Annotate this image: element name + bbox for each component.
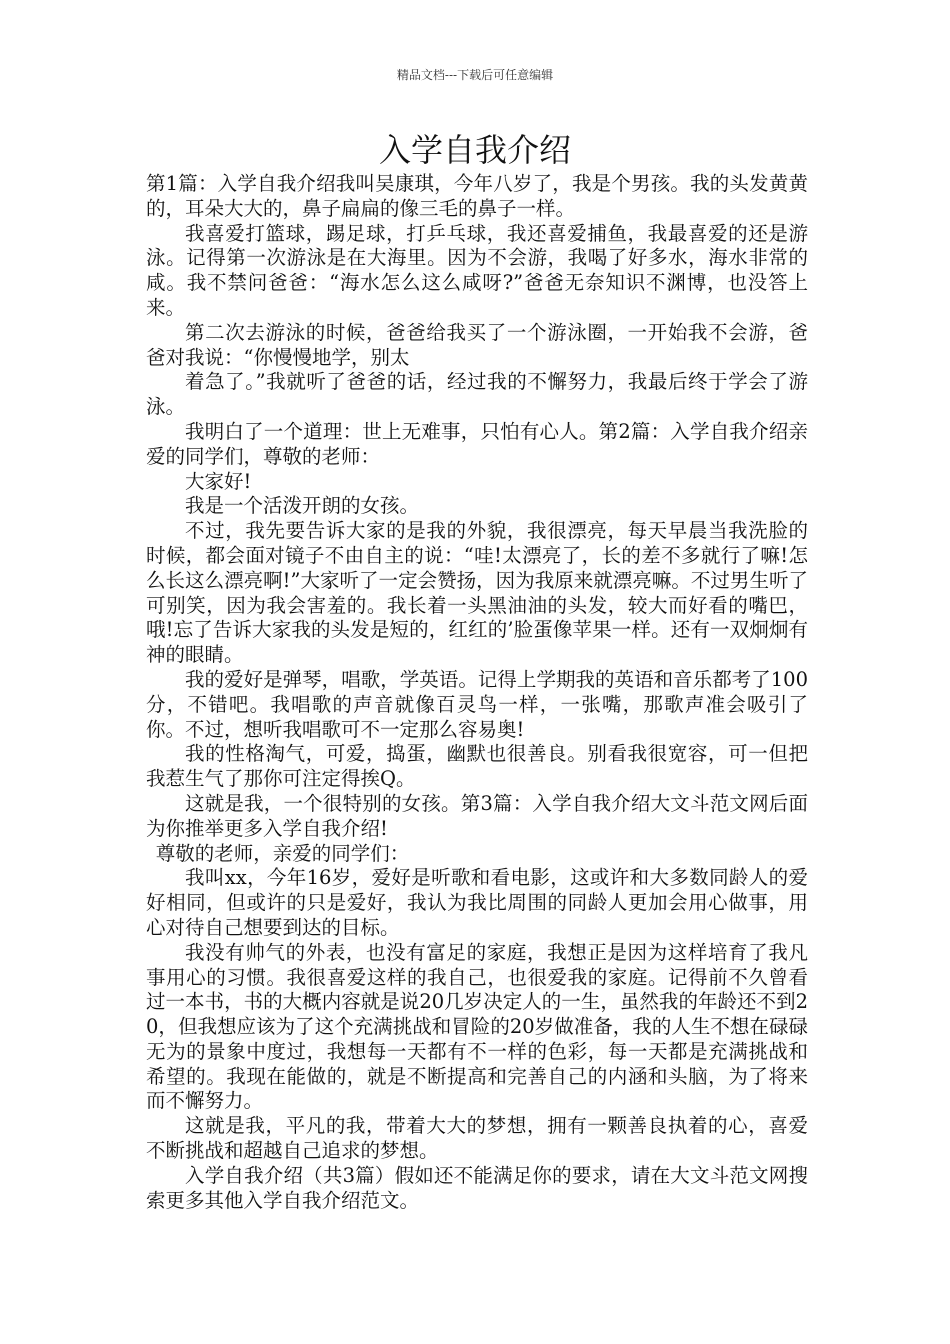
paragraph: 我叫xx，今年16岁，爱好是听歌和看电影，这或许和大多数同龄人的爱好相同，但或许的只是爱好，我认为我比周围的同龄人更加会用心做事，用心对待自己想要到达的目标。 (146, 866, 808, 939)
paragraph: 这就是我，平凡的我，带着大大的梦想，拥有一颗善良执着的心，喜爱不断挑战和超越自己追求的梦想。 (146, 1114, 808, 1163)
paragraph: 我是一个活泼开朗的女孩。 (185, 494, 420, 518)
paragraph: 我的爱好是弹琴，唱歌，学英语。记得上学期我的英语和音乐都考了100分，不错吧。我唱歌的声音就像百灵鸟一样，一张嘴，那歌声准会吸引了你。不过，想听我唱歌可不一定那么容易奥! (146, 667, 808, 741)
document-body (146, 172, 808, 1213)
paragraph: 不过，我先要告诉大家的是我的外貌，我很漂亮，每天早晨当我洗脸的时候，都会面对镜子不由自主的说：“哇!太漂亮了，长的差不多就行了嘛!怎么长这么漂亮啊!”大家听了一定会赞扬，因为我原来就漂亮嘛。不过男生听了可别笑，因为我会害羞的。我长着一头黑油油的头发，较大而好看的嘴巴，哦!忘了告诉大家我的头发是短的，红红的’脸蛋像苹果一样。还有一双炯炯有神的眼睛。 (146, 519, 808, 667)
paragraph: 第二次去游泳的时候，爸爸给我买了一个游泳圈，一开始我不会游，爸爸对我说：“你慢慢地学，别太 (146, 320, 808, 369)
document-title: 入学自我介绍 (378, 131, 571, 169)
paragraph: 这就是我，一个很特别的女孩。第3篇：入学自我介绍大文斗范文网后面为你推举更多入学自我介绍! (146, 791, 808, 840)
paragraph: 尊敬的老师，亲爱的同学们： (155, 841, 410, 865)
header-note: 精品文档---下载后可任意编辑 (396, 68, 554, 82)
paragraph: 我明白了一个道理：世上无难事，只怕有心人。第2篇：入学自我介绍亲爱的同学们，尊敬的老师： (146, 419, 808, 468)
paragraph: 我的性格淘气，可爱，捣蛋，幽默也很善良。别看我很宽容，可一但把我惹生气了那你可注定得挨Q。 (146, 742, 808, 791)
paragraph: 入学自我介绍（共3篇）假如还不能满足你的要求，请在大文斗范文网搜索更多其他入学自我介绍范文。 (146, 1163, 808, 1212)
paragraph: 我没有帅气的外表，也没有富足的家庭，我想正是因为这样培育了我凡事用心的习惯。我很喜爱这样的我自己，也很爱我的家庭。记得前不久曾看过一本书，书的大概内容就是说20几岁决定人的一生，虽然我的年龄还不到20，但我想应该为了这个充满挑战和冒险的20岁做准备，我的人生不想在碌碌无为的景象中度过，我想每一天都有不一样的色彩，每一天都是充满挑战和希望的。我现在能做的，就是不断提高和完善自己的内涵和头脑，为了将来而不懈努力。 (146, 940, 808, 1113)
paragraph: 我喜爱打篮球，踢足球，打乒乓球，我还喜爱捕鱼，我最喜爱的还是游泳。记得第一次游泳是在大海里。因为不会游，我喝了好多水，海水非常的咸。我不禁问爸爸：“海水怎么这么咸呀?”爸爸无奈知识不渊博，也没答上来。 (146, 221, 808, 319)
paragraph: 着急了。”我就听了爸爸的话，经过我的不懈努力，我最后终于学会了游泳。 (146, 370, 808, 419)
paragraph: 大家好! (185, 469, 252, 493)
paragraph: 第1篇：入学自我介绍我叫吴康琪，今年八岁了，我是个男孩。我的头发黄黄的，耳朵大大的，鼻子扁扁的像三毛的鼻子一样。 (146, 172, 808, 220)
